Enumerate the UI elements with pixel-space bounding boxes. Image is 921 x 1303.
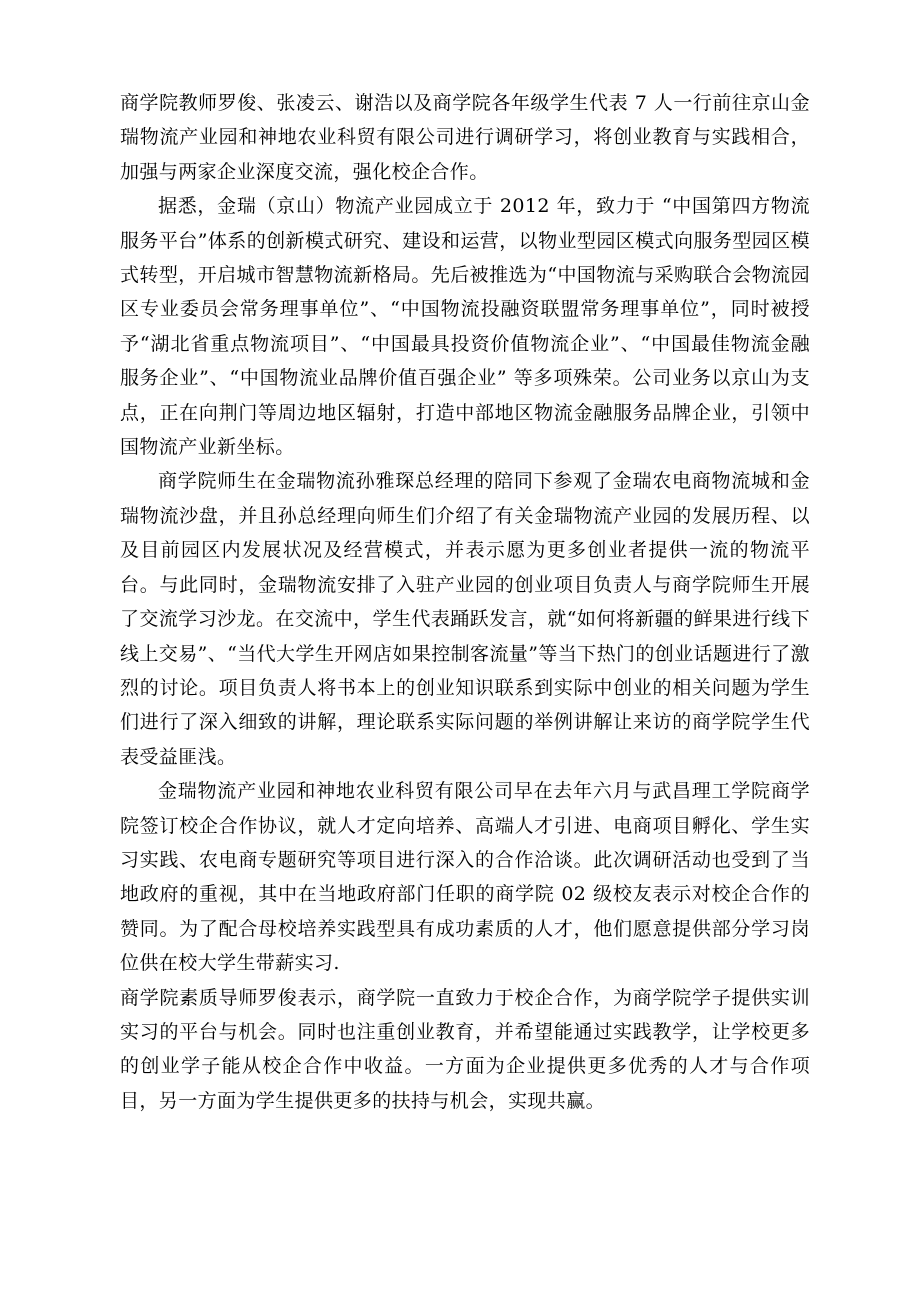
- paragraph-park-overview: 据悉，金瑞（京山）物流产业园成立于 2012 年，致力于 “中国第四方物流服务平台”体系的创新模式研究、建设和运营，以物业型园区模式向服务型园区模式转型，开启城市智慧物流新格局。先后被推选为“中国物流与采购联合会物流园区专业委员会常务理事单位”、“中国物流投融资联盟常务理事单位”，同时被授予“湖北省重点物流项目”、“中国最具投资价值物流企业”、“中国最佳物流金融服务企业”、“中国物流业品牌价值百强企业” 等多项殊荣。公司业务以京山为支点，正在向荆门等周边地区辐射，打造中部地区物流金融服务品牌企业，引领中国物流产业新坐标。: [120, 195, 810, 459]
- paragraph-mentor-statement: 商学院素质导师罗俊表示，商学院一直致力于校企合作，为商学院学子提供实训实习的平台与机会。同时也注重创业教育，并希望能通过实践教学，让学校更多的创业学子能从校企合作中收益。一方面为企业提供更多优秀的人才与合作项目，另一方面为学生提供更多的扶持与机会，实现共赢。: [120, 986, 810, 1112]
- paragraph-intro: 商学院教师罗俊、张凌云、谢浩以及商学院各年级学生代表 7 人一行前往京山金瑞物流产业园和神地农业科贸有限公司进行调研学习，将创业教育与实践相合，加强与两家企业深度交流，强化校企合作。: [120, 92, 810, 183]
- paragraph-visit: 商学院师生在金瑞物流孙雅琛总经理的陪同下参观了金瑞农电商物流城和金瑞物流沙盘，并且孙总经理向师生们介绍了有关金瑞物流产业园的发展历程、以及目前园区内发展状况及经营模式，并表示愿为更多创业者提供一流的物流平台。与此同时，金瑞物流安排了入驻产业园的创业项目负责人与商学院师生开展了交流学习沙龙。在交流中，学生代表踊跃发言，就“如何将新疆的鲜果进行线下线上交易”、“当代大学生开网店如果控制客流量”等当下热门的创业话题进行了激烈的讨论。项目负责人将书本上的创业知识联系到实际中创业的相关问题为学生们进行了深入细致的讲解，理论联系实际问题的举例讲解让来访的商学院学生代表受益匪浅。: [120, 470, 810, 768]
- paragraph-cooperation: 金瑞物流产业园和神地农业科贸有限公司早在去年六月与武昌理工学院商学院签订校企合作协议，就人才定向培养、高端人才引进、电商项目孵化、学生实习实践、农电商专题研究等项目进行深入的合作洽谈。此次调研活动也受到了当地政府的重视，其中在当地政府部门任职的商学院 02 级校友表示对校企合作的赞同。为了配合母校培养实践型具有成功素质的人才，他们愿意提供部分学习岗位供在校大学生带薪实习.: [120, 780, 810, 975]
- article-body: [120, 86, 810, 1118]
